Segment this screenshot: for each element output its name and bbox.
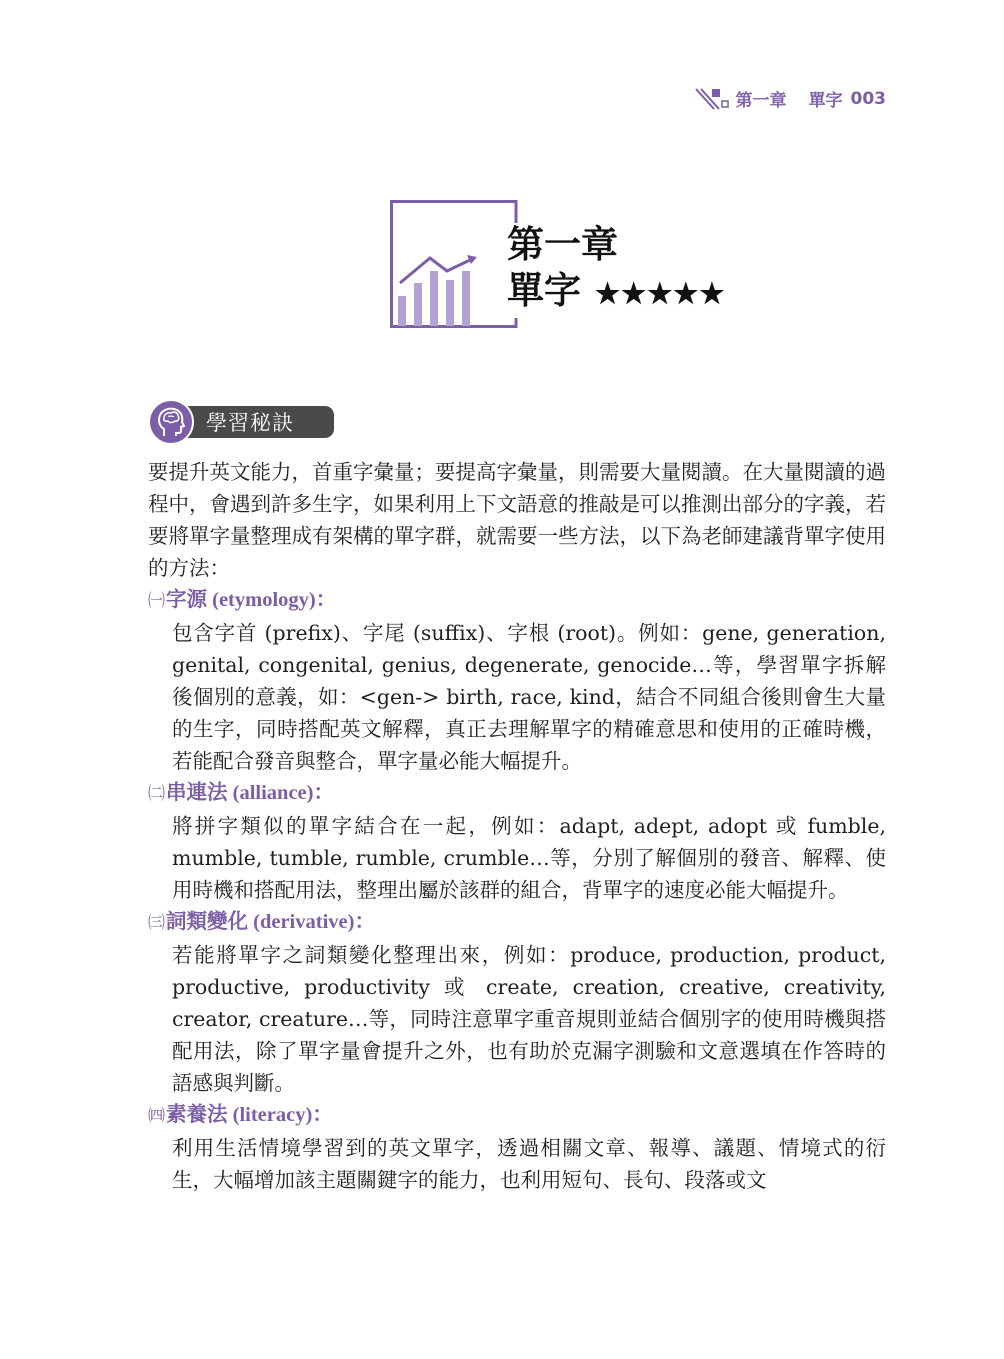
header-chapter: 第一章	[735, 91, 787, 111]
chapter-icon-box	[390, 200, 517, 328]
header-decoration-icon	[694, 87, 730, 111]
chapter-title	[503, 223, 730, 318]
method-item	[148, 1099, 886, 1196]
method-heading: ㈢詞類變化 (derivative)：	[148, 911, 375, 933]
running-header	[694, 86, 887, 111]
method-item	[148, 777, 886, 906]
body-content	[148, 456, 886, 1196]
method-item	[148, 906, 886, 1099]
method-heading: ㈡串連法 (alliance)：	[148, 782, 334, 804]
chapter-number: 第一章	[507, 225, 618, 266]
method-heading: ㈠字源 (etymology)：	[148, 589, 337, 611]
method-heading: ㈣素養法 (literacy)：	[148, 1104, 333, 1126]
page-number: 003	[850, 88, 886, 109]
method-item	[148, 584, 886, 777]
brain-head-icon	[148, 399, 194, 445]
chapter-topic: 單字	[507, 271, 581, 312]
section-badge	[148, 399, 294, 445]
header-topic: 單字	[808, 91, 843, 111]
badge-label: 學習秘訣	[206, 411, 294, 435]
method-body: 將拼字類似的單字結合在一起，例如：adapt, adept, adopt 或 fumble, mumble, tumble, rumble, crumble…等，分別了解個別的發音、解釋、使用時機和搭配用法，整理出屬於該群的組合，背單字的速度必能大幅提升。	[172, 814, 886, 902]
intro-paragraph: 要提升英文能力，首重字彙量；要提高字彙量，則需要大量閱讀。在大量閱讀的過程中，會遇到許多生字，如果利用上下文語意的推敲是可以推測出部分的字義，若要將單字量整理成有架構的單字群，就需要一些方法，以下為老師建議背單字使用的方法：	[148, 460, 886, 580]
method-body: 若能將單字之詞類變化整理出來，例如：produce, production, product, productive, productivity 或 create, creation, creative, creativity, creator, creature…等，同時注意單字重音規則並結合個別字的使用時機與搭配用法，除了單字量會提升之外，也有助於克漏字測驗和文意選填在作答時的語感與判斷。	[172, 943, 886, 1095]
chart-trend-up-icon	[390, 200, 520, 330]
method-body: 利用生活情境學習到的英文單字，透過相關文章、報導、議題、情境式的衍生，大幅增加該主題關鍵字的能力，也利用短句、長句、段落或文	[172, 1136, 886, 1192]
difficulty-rating: ★★★★★	[595, 279, 726, 310]
method-body: 包含字首 (prefix)、字尾 (suffix)、字根 (root)。例如：gene, generation, genital, congenital, genius, degenerate, genocide…等，學習單字拆解後個別的意義，如：<gen-> birth, race, kind，結合不同組合後則會生大量的生字，同時搭配英文解釋，真正去理解單字的精確意思和使用的正確時機，若能配合發音與整合，單字量必能大幅提升。	[172, 621, 886, 773]
